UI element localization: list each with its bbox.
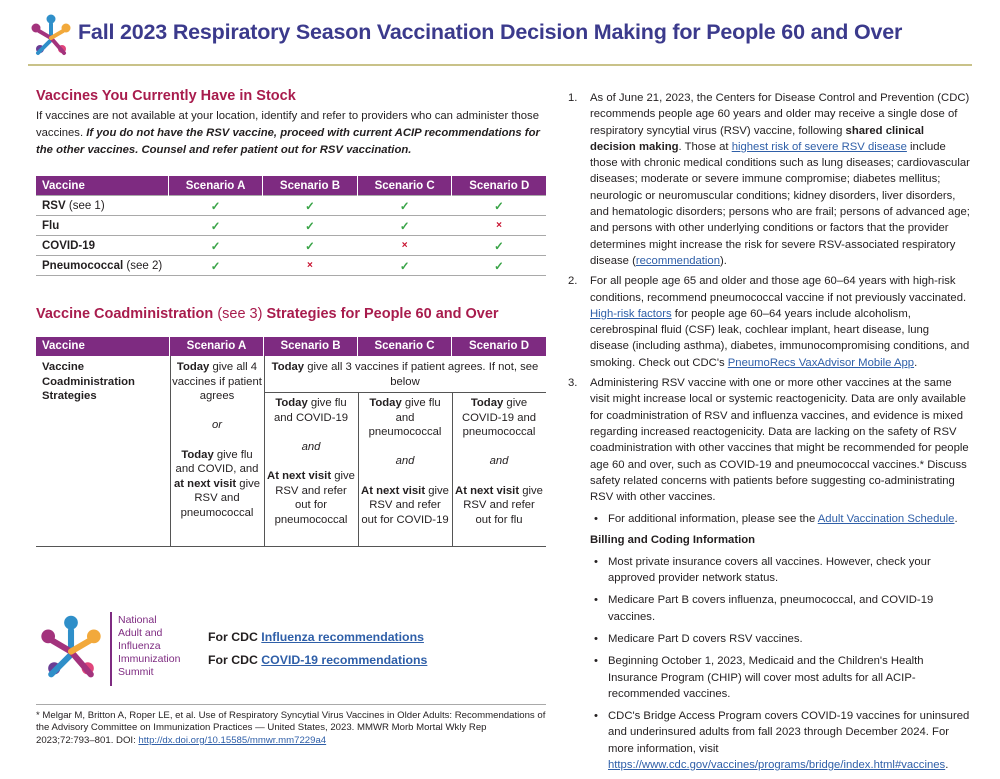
title-divider bbox=[28, 64, 972, 66]
footnote-divider bbox=[36, 704, 546, 705]
influenza-recommendations-link[interactable]: Influenza recommendations bbox=[261, 630, 424, 644]
check-icon: ✓ bbox=[452, 236, 546, 256]
scenario-bcd-cell: Today give all 3 vaccines if patient agrees. If not, see below bbox=[271, 361, 539, 388]
check-icon: ✓ bbox=[263, 216, 358, 236]
note-3: 3. Administering RSV vaccine with one or more other vaccines at the same visit might increase local or systemic reactogenicity. Data are only available for coadministration of RSV and influenza vaccines, and evidence is mixed regarding increased reactogenicity. Data are lacking on the safety of RSV coadministration with other vaccines that might be recommended for people age 60 and over, such as COVID-19 and pneumococcal vaccines.* Discuss safety related concerns with patients before suggesting co-administrating RSV with other vaccines. bbox=[568, 377, 969, 504]
list-item: • For additional information, please see the Adult Vaccination Schedule. bbox=[590, 511, 970, 527]
scenario-c-cell: Today give flu and pneumococcal and At next visit give RSV and refer out for COVID-19 bbox=[361, 397, 449, 526]
high-risk-factors-link[interactable]: High-risk factors bbox=[590, 307, 672, 320]
pneumorecs-app-link[interactable]: PneumoRecs VaxAdvisor Mobile App bbox=[727, 356, 915, 369]
page-title: Fall 2023 Respiratory Season Vaccination Decision Making for People 60 and Over bbox=[78, 20, 903, 44]
check-icon: ✓ bbox=[263, 196, 358, 216]
notes-list bbox=[568, 90, 970, 505]
check-icon: ✓ bbox=[169, 236, 263, 256]
coadmin-heading-part2: Strategies for People 60 and Over bbox=[266, 306, 499, 322]
col-scenario-a: Scenario A bbox=[169, 176, 263, 196]
check-icon: ✓ bbox=[357, 216, 452, 236]
check-icon: ✓ bbox=[169, 196, 263, 216]
cross-icon: × bbox=[263, 256, 358, 276]
check-icon: ✓ bbox=[452, 196, 546, 216]
col-scenario-d: Scenario D bbox=[468, 340, 530, 352]
check-icon: ✓ bbox=[169, 216, 263, 236]
additional-info bbox=[590, 511, 970, 527]
cross-icon: × bbox=[452, 216, 546, 236]
col-scenario-b: Scenario B bbox=[264, 337, 358, 356]
list-item: • Beginning October 1, 2023, Medicaid and the Children's Health Insurance Program (CHIP) will cover most adults for all ACIP-recommended vaccines. bbox=[590, 653, 970, 702]
note-2: 2. For all people age 65 and older and those age 60–64 years with high-risk conditions, recommend pneumococcal vaccine if not previously vaccinated. High-risk factors for people age 60–64 years include alcoholism, cerebrospinal fluid (CSF) leak, cochlear implant, heart disease, lung disease (including asthma), diabetes, immunocompromising conditions, and smoking. Check out CDC's PneumoRecs VaxAdvisor Mobile App. bbox=[568, 275, 970, 369]
divider bbox=[36, 546, 546, 547]
check-icon: ✓ bbox=[169, 256, 263, 276]
bridge-program-link[interactable]: https://www.cdc.gov/vaccines/programs/bridge/index.html#vaccines bbox=[608, 758, 946, 771]
col-scenario-c: Scenario C bbox=[358, 337, 452, 356]
stock-table-header bbox=[36, 176, 546, 196]
coadmin-heading bbox=[36, 306, 499, 322]
row-label: Vaccine Coadministration Strategies bbox=[42, 361, 135, 403]
billing-list bbox=[590, 554, 970, 774]
vaccine-note: (see 2) bbox=[126, 259, 163, 272]
vaccine-name: Flu bbox=[42, 219, 60, 232]
rsv-risk-link[interactable]: highest risk of severe RSV disease bbox=[731, 140, 907, 153]
coadmin-table bbox=[36, 337, 546, 547]
divider bbox=[170, 356, 171, 546]
divider bbox=[264, 392, 546, 393]
col-scenario-a: Scenario A bbox=[170, 337, 264, 356]
col-scenario-b: Scenario B bbox=[263, 176, 358, 196]
divider bbox=[264, 356, 265, 546]
stock-intro-text: If vaccines are not available at your location, identify and refer to providers who can administer those vaccines. bbox=[36, 110, 539, 139]
table-row bbox=[36, 216, 546, 236]
nfi-summit-logo bbox=[36, 612, 106, 682]
coadmin-heading-part1: Vaccine Coadministration bbox=[36, 306, 214, 322]
check-icon: ✓ bbox=[263, 236, 358, 256]
table-row bbox=[36, 256, 546, 276]
scenario-d-cell: Today give COVID-19 and pneumococcal and At next visit give RSV and refer out for flu bbox=[455, 397, 543, 526]
note-1: 1. As of June 21, 2023, the Centers for Disease Control and Prevention (CDC) recommends people age 60 years and older may receive a single dose of respiratory syncytial virus (RSV) vaccine, following shared clinical decision making. Those at highest risk of severe RSV disease include those with chronic medical conditions such as lung diseases; cardiovascular diseases; moderate or severe immune compromise; diabetes mellitus; neurologic or neuromuscular conditions; kidney disorders, liver disorders, and hematologic disorders; persons who are frail; persons of advanced age; and persons with other underlying conditions or factors that the provider determines might increase the risk for severe RSV-associated respiratory disease (recommendation). bbox=[568, 92, 970, 267]
check-icon: ✓ bbox=[357, 196, 452, 216]
check-icon: ✓ bbox=[357, 256, 452, 276]
stock-heading: Vaccines You Currently Have in Stock bbox=[36, 88, 296, 104]
cdc-influenza-line: For CDC Influenza recommendations bbox=[208, 630, 424, 644]
col-vaccine: Vaccine bbox=[36, 176, 169, 196]
doi-link[interactable]: http://dx.doi.org/10.15585/mmwr.mm7229a4 bbox=[138, 734, 327, 746]
footnote: * Melgar M, Britton A, Roper LE, et al. Use of Respiratory Syncytial Virus Vaccines in Older Adults: Recommendations of the Advisory Committee on Immunization Practices — United States, 2023. MMWR Morb Mortal Wkly Rep 2023;72:793–801. DOI: http://dx.doi.org/10.15585/mmwr.mm7229a4 bbox=[36, 710, 546, 746]
org-name: National Adult and Influenza Immunization Summit bbox=[118, 614, 181, 678]
divider bbox=[358, 392, 359, 546]
vaccine-name: RSV bbox=[42, 199, 66, 212]
scenario-b-cell: Today give flu and COVID-19 and At next visit give RSV and refer out for pneumococcal bbox=[267, 397, 355, 526]
notes-column bbox=[568, 90, 970, 779]
divider bbox=[452, 392, 453, 546]
vaccine-name: COVID-19 bbox=[42, 239, 96, 252]
table-row bbox=[36, 196, 546, 216]
vaccine-name: Pneumococcal bbox=[42, 259, 124, 272]
stock-intro-emphasis: If you do not have the RSV vaccine, proceed with current ACIP recommendations for the other vaccines. Counsel and refer patient out for RSV vaccination. bbox=[36, 127, 540, 156]
cross-icon: × bbox=[357, 236, 452, 256]
billing-heading: Billing and Coding Information bbox=[590, 533, 756, 546]
coadmin-table-header bbox=[36, 337, 546, 356]
coadmin-heading-see: (see 3) bbox=[217, 306, 263, 322]
list-item: • Medicare Part B covers influenza, pneumococcal, and COVID-19 vaccines. bbox=[590, 592, 970, 625]
table-row bbox=[36, 236, 546, 256]
list-item: • Medicare Part D covers RSV vaccines. bbox=[590, 631, 970, 647]
col-scenario-c: Scenario C bbox=[357, 176, 452, 196]
col-vaccine: Vaccine bbox=[36, 337, 170, 356]
stock-intro bbox=[36, 108, 546, 159]
stock-table bbox=[36, 176, 546, 276]
vaccine-note: (see 1) bbox=[68, 199, 105, 212]
list-item: • Most private insurance covers all vaccines. However, check your approved provider network status. bbox=[590, 554, 970, 587]
logo-divider bbox=[110, 612, 112, 686]
recommendation-link[interactable]: recommendation bbox=[635, 254, 721, 267]
check-icon: ✓ bbox=[452, 256, 546, 276]
cdc-covid-line: For CDC COVID-19 recommendations bbox=[208, 653, 428, 667]
nfi-summit-logo bbox=[28, 12, 74, 58]
scenario-a-cell: Today give all 4 vaccines if patient agrees or Today give flu and COVID, and at next visit give RSV and pneumococcal bbox=[172, 361, 262, 519]
adult-schedule-link[interactable]: Adult Vaccination Schedule bbox=[817, 513, 955, 526]
list-item: • CDC's Bridge Access Program covers COVID-19 vaccines for uninsured and underinsured adults from fall 2023 through December 2024. For more information, visit https://www.cdc.gov/vaccines/programs/bridge/index.html#vaccines. bbox=[590, 708, 970, 773]
col-scenario-d: Scenario D bbox=[452, 176, 546, 196]
covid-recommendations-link[interactable]: COVID-19 recommendations bbox=[261, 653, 428, 667]
